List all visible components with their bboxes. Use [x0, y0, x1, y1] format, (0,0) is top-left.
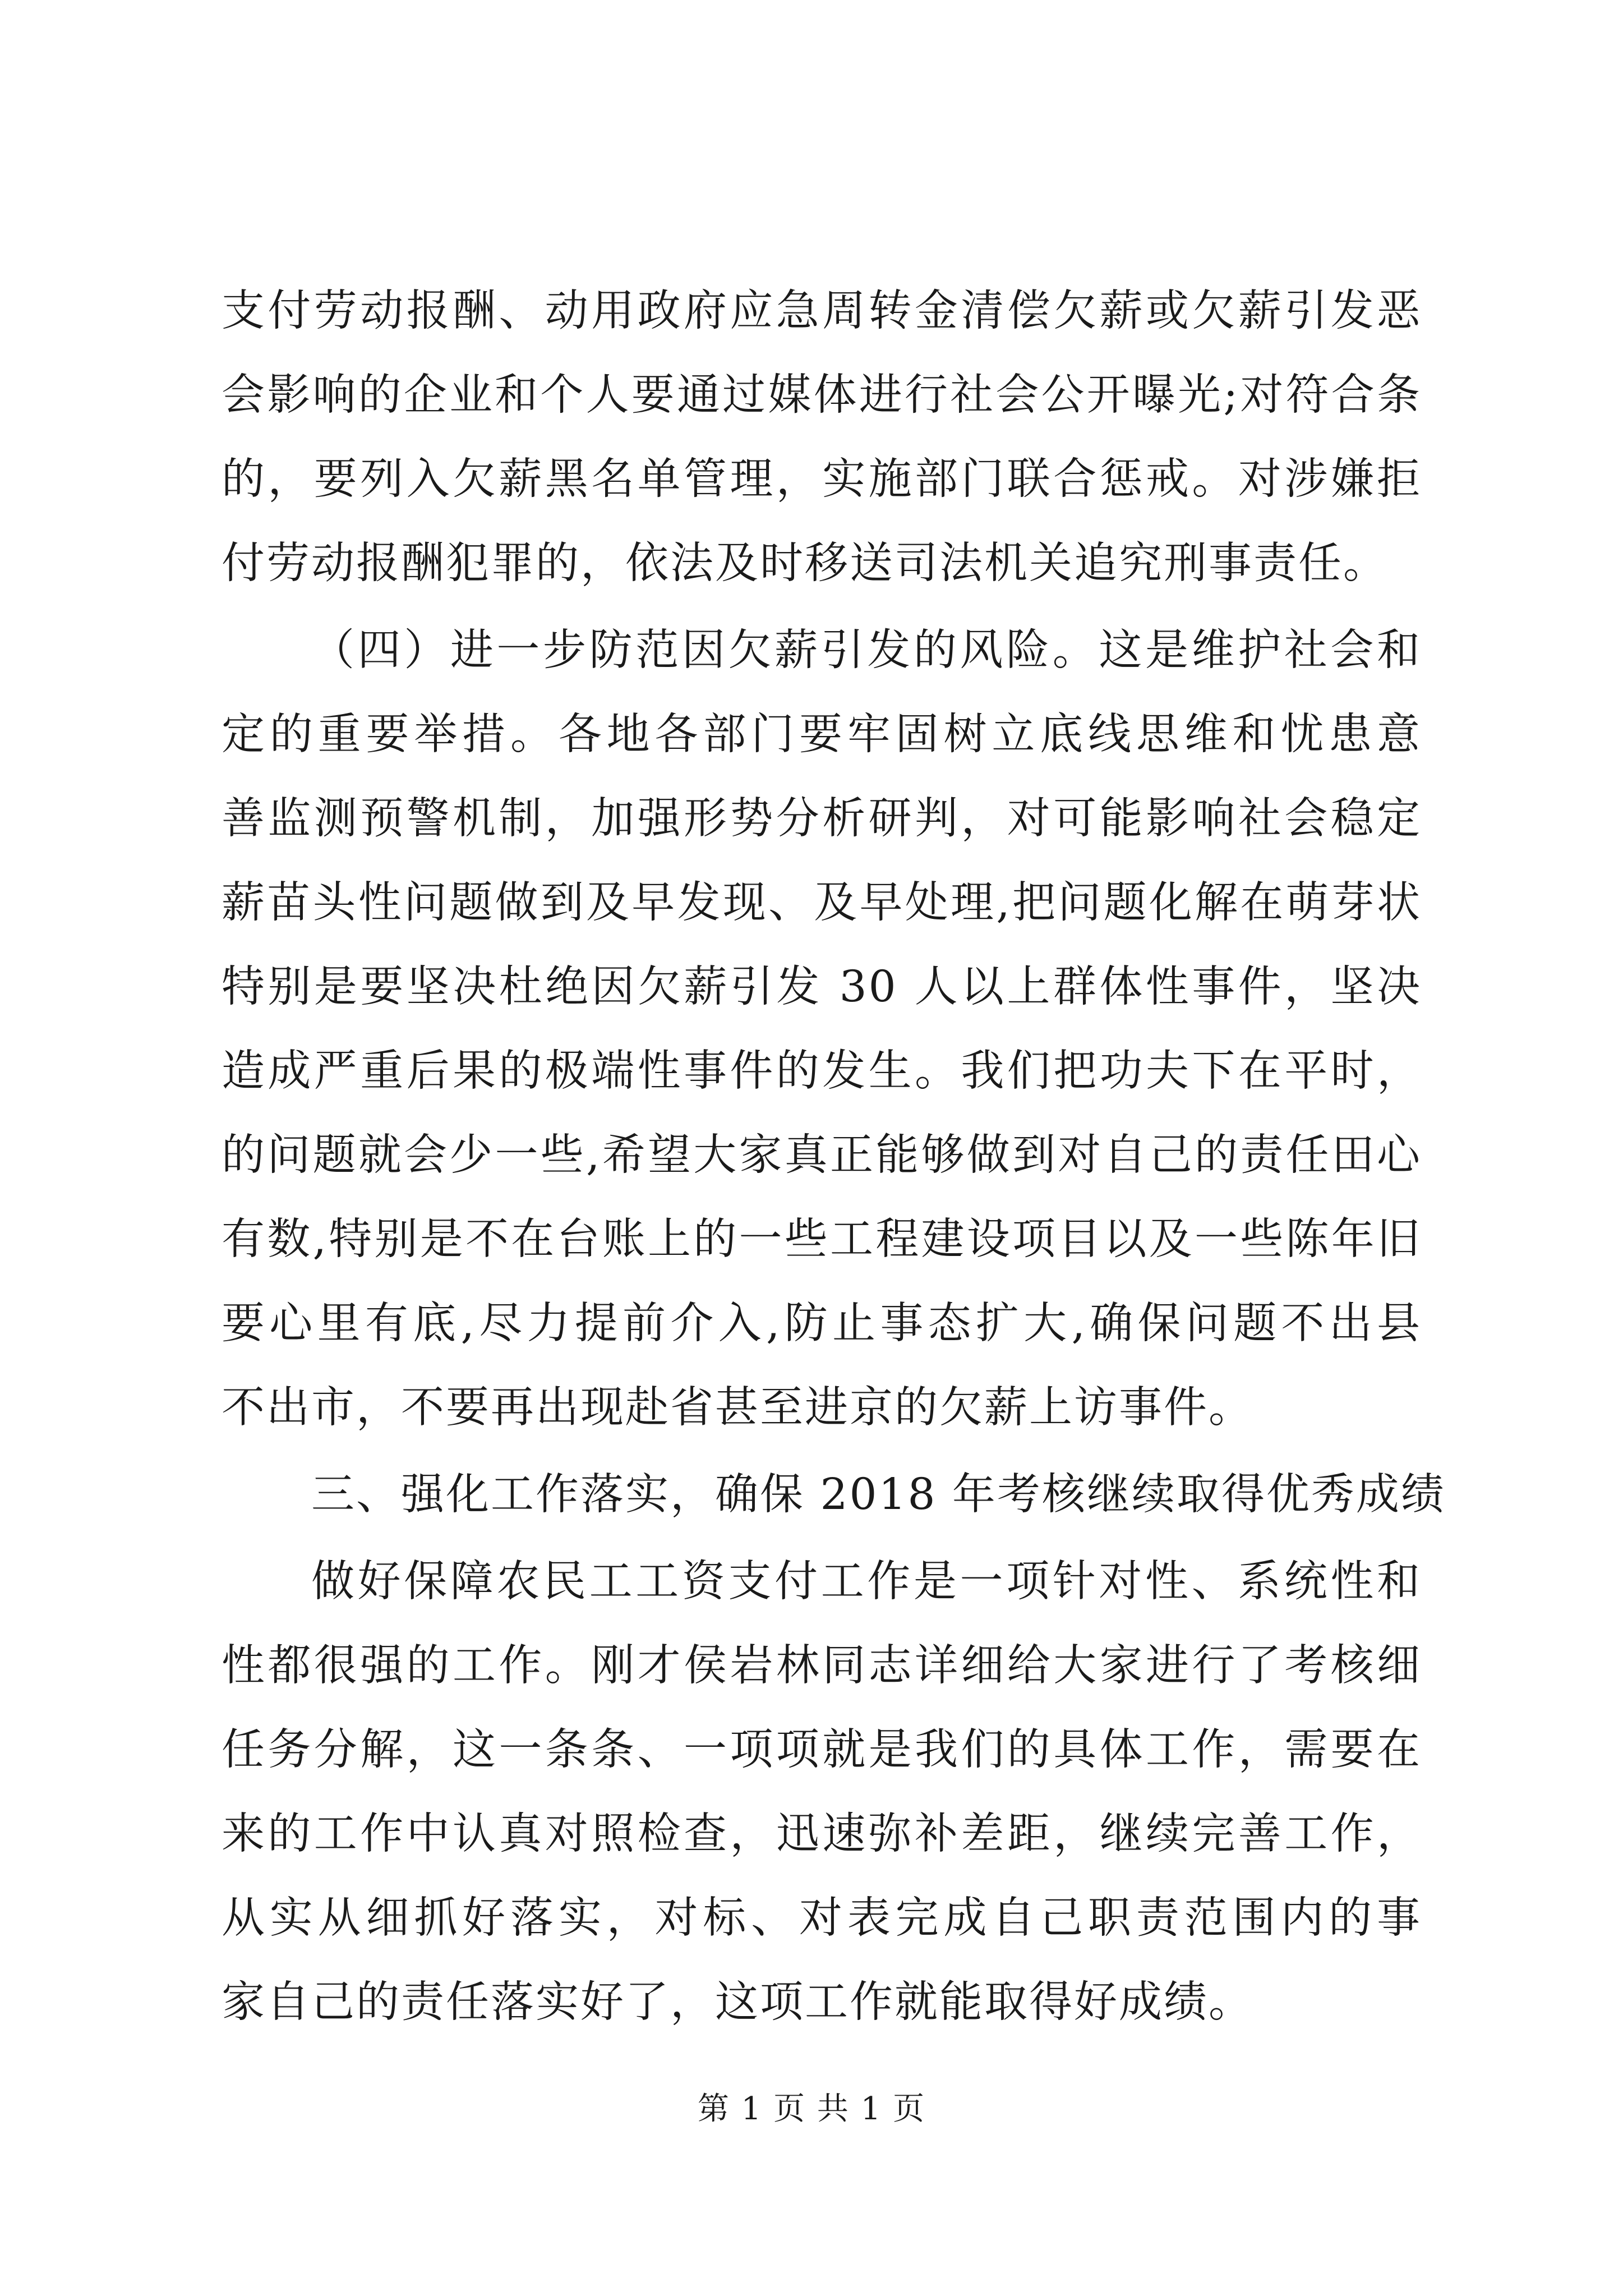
body-line-18: 任务分解，这一条条、一项项就是我们的具体工作，需要在 — [222, 1725, 1422, 1775]
body-line-14: 不出市，不要再出现赴省甚至进京的欠薪上访事件。 — [222, 1383, 1253, 1433]
body-line-19: 来的工作中认真对照检查，迅速弥补差距，继续完善工作， — [222, 1809, 1422, 1859]
section-3-heading: 三、强化工作落实，确保 2018 年考核继续取得优秀成绩 — [311, 1470, 1446, 1520]
body-line-9: 特别是要坚决杜绝因欠薪引发 30 人以上群体性事件，坚决 — [222, 962, 1422, 1012]
body-line-21: 家自己的责任落实好了，这项工作就能取得好成绩。 — [222, 1977, 1253, 2027]
body-line-11: 的问题就会少一些,希望大家真正能够做到对自己的责任田心 — [222, 1130, 1422, 1180]
body-line-13: 要心里有底,尽力提前介入,防止事态扩大,确保问题不出县 — [222, 1299, 1422, 1349]
body-line-12: 有数,特别是不在台账上的一些工程建设项目以及一些陈年旧 — [222, 1214, 1422, 1264]
section-3-line-1: 做好保障农民工工资支付工作是一项针对性、系统性和 — [311, 1557, 1422, 1607]
body-line-6: 定的重要举措。各地各部门要牢固树立底线思维和忧患意 — [222, 710, 1422, 760]
body-line-7: 善监测预警机制，加强形势分析研判，对可能影响社会稳定 — [222, 794, 1422, 844]
body-line-8: 薪苗头性问题做到及早发现、及早处理,把问题化解在萌芽状 — [222, 878, 1422, 928]
body-line-10: 造成严重后果的极端性事件的发生。我们把功夫下在平时， — [222, 1046, 1422, 1096]
body-line-2: 会影响的企业和个人要通过媒体进行社会公开曝光;对符合条 — [222, 370, 1422, 420]
body-line-1: 支付劳动报酬、动用政府应急周转金清偿欠薪或欠薪引发恶 — [222, 286, 1422, 336]
page-number-footer: 第 1 页 共 1 页 — [697, 2091, 926, 2127]
body-line-20: 从实从细抓好落实，对标、对表完成自己职责范围内的事 — [222, 1893, 1422, 1943]
body-line-4: 付劳动报酬犯罪的，依法及时移送司法机关追究刑事责任。 — [222, 539, 1388, 588]
body-line-3: 的，要列入欠薪黑名单管理，实施部门联合惩戒。对涉嫌拒 — [222, 454, 1422, 504]
body-line-17: 性都很强的工作。刚才侯岩林同志详细给大家进行了考核细 — [222, 1641, 1422, 1691]
section-4-line-1: （四）进一步防范因欠薪引发的风险。这是维护社会和 — [311, 625, 1422, 675]
